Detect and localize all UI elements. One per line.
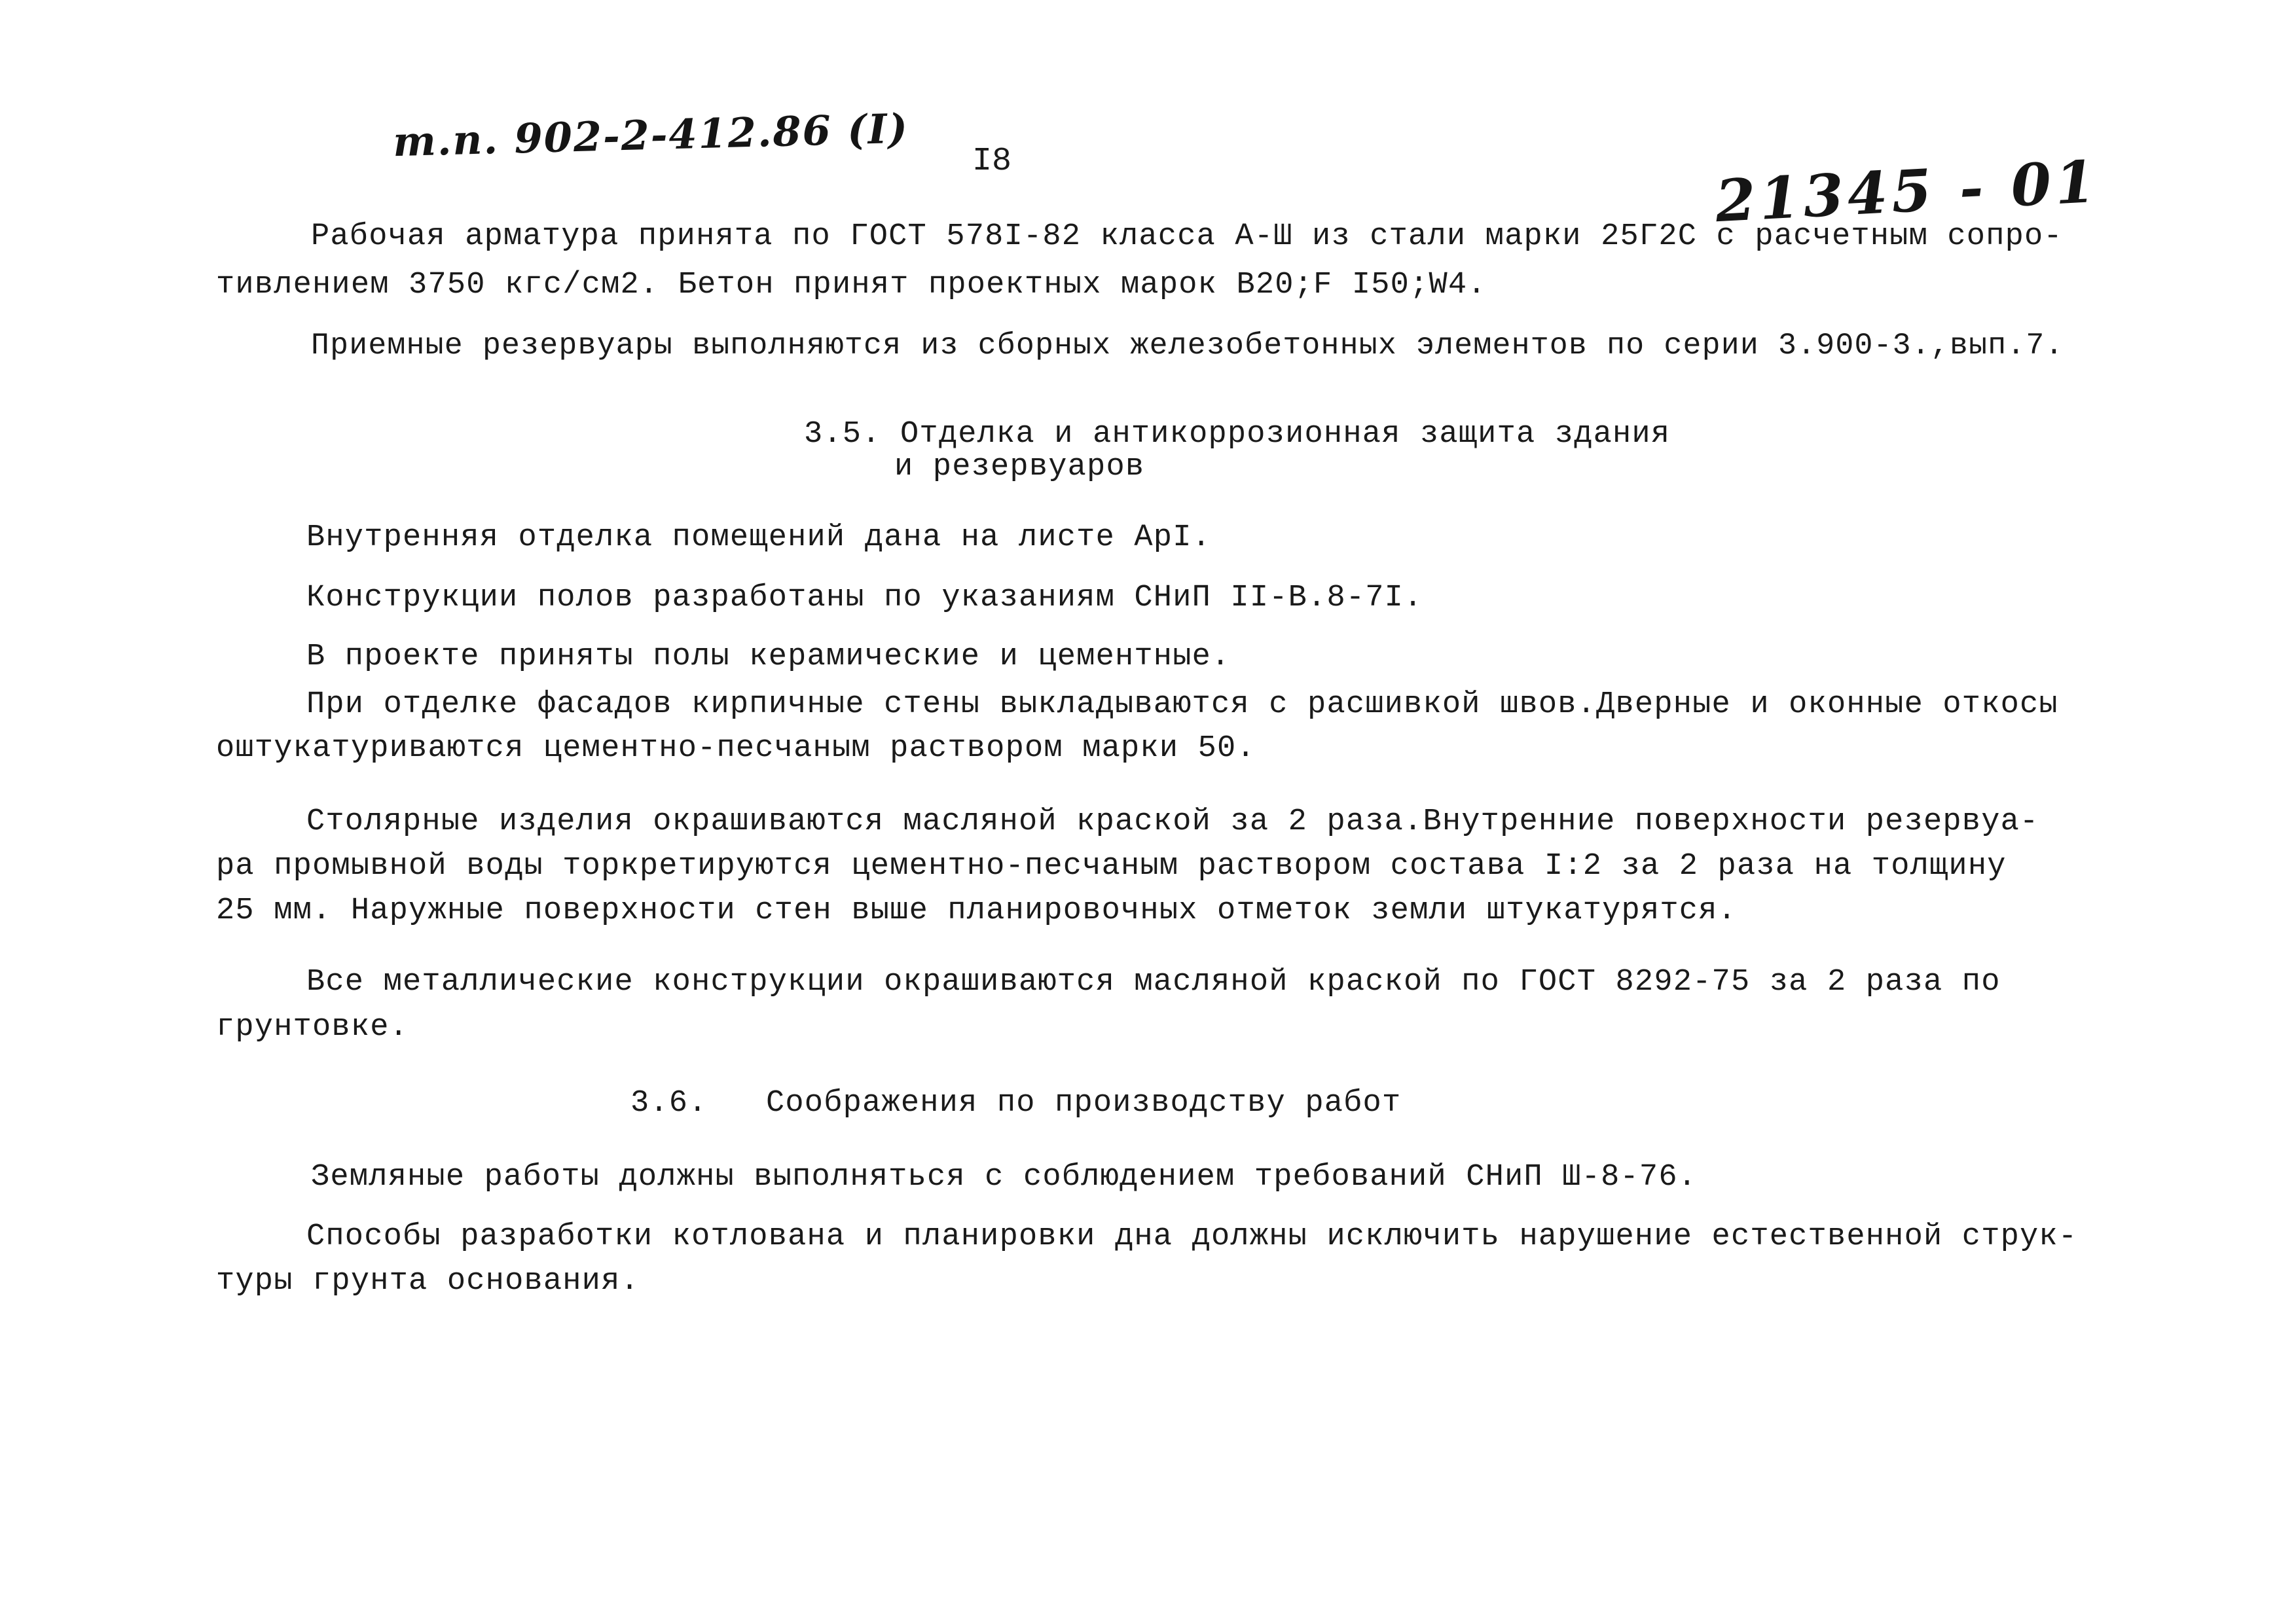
paragraph-line: Приемные резервуары выполняются из сборных железобетонных элементов по серии 3.900-3.,вып.7. <box>311 328 2064 363</box>
paragraph-line: туры грунта основания. <box>216 1264 640 1299</box>
paragraph-line: Способы разработки котлована и планировки дна должны исключить нарушение естественной струк- <box>306 1219 2078 1254</box>
paragraph-line: Столярные изделия окрашиваются масляной краской за 2 раза.Внутренние поверхности резервуа- <box>306 804 2039 839</box>
paragraph-line: Рабочая арматура принята по ГОСТ 578I-82 класса А-Ш из стали марки 25Г2С с расчетным сопро- <box>311 219 2063 254</box>
page-number: I8 <box>972 143 1012 180</box>
handwritten-archive-number: 21345 - 01 <box>1713 147 2101 236</box>
paragraph-line: грунтовке. <box>216 1010 409 1045</box>
section-heading-3-5-cont: и резервуаров <box>894 450 1145 484</box>
section-heading-3-5: 3.5. Отделка и антикоррозионная защита здания <box>804 417 1671 452</box>
handwritten-doc-reference: т.п. 902-2-412.86 (I) <box>392 104 909 166</box>
paragraph-line: Земляные работы должны выполняться с соблюдением требований СНиП Ш-8-76. <box>311 1160 1698 1195</box>
paragraph-line: ра промывной воды торкретируются цементно-песчаным раствором состава I:2 за 2 раза на толщину <box>216 849 2007 884</box>
section-number-3-6: 3.6. <box>630 1086 708 1121</box>
paragraph-line: В проекте приняты полы керамические и цементные. <box>306 640 1231 674</box>
paragraph-line: При отделке фасадов кирпичные стены выкладываются с расшивкой швов.Дверные и оконные откосы <box>306 687 2058 722</box>
section-heading-3-6: Соображения по производству работ <box>766 1086 1402 1121</box>
paragraph-line: Внутренняя отделка помещений дана на листе АрI. <box>306 520 1212 555</box>
paragraph-line: оштукатуриваются цементно-песчаным раствором марки 50. <box>216 731 1256 766</box>
paragraph-line: Все металлические конструкции окрашиваются масляной краской по ГОСТ 8292-75 за 2 раза по <box>306 965 2001 1000</box>
paragraph-line: 25 мм. Наружные поверхности стен выше планировочных отметок земли штукатурятся. <box>216 893 1737 928</box>
paragraph-line: тивлением 3750 кгс/см2. Бетон принят проектных марок В20;F I50;W4. <box>216 268 1487 302</box>
paragraph-line: Конструкции полов разработаны по указаниям СНиП II-В.8-7I. <box>306 581 1423 615</box>
